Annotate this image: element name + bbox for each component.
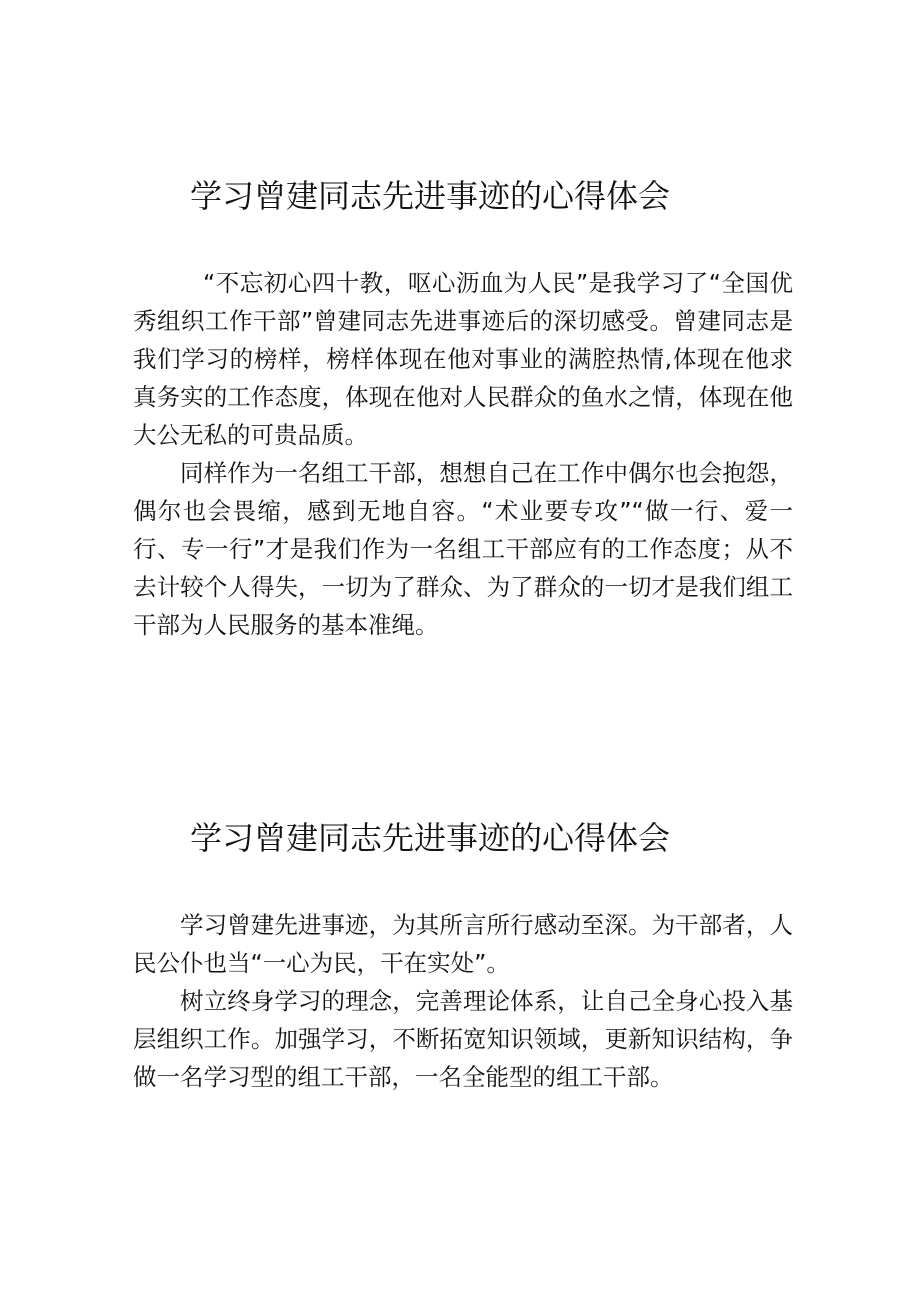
paragraph: “不忘初心四十教，呕心沥血为人民”是我学习了“全国优秀组织工作干部”曾建同志先进事迹后的深切感受。曾建同志是我们学习的榜样，榜样体现在他对事业的满腔热情,体现在他求真务实的工作态度，体现在他对人民群众的鱼水之情，体现在他大公无私的可贵品质。 <box>133 269 793 449</box>
paragraph: 树立终身学习的理念，完善理论体系，让自己全身心投入基层组织工作。加强学习，不断拓宽知识领域，更新知识结构，争做一名学习型的组工干部，一名全能型的组工干部。 <box>133 987 793 1091</box>
article-title: 学习曾建同志先进事迹的心得体会 <box>190 177 671 215</box>
article-title: 学习曾建同志先进事迹的心得体会 <box>190 819 671 857</box>
article-body <box>133 264 793 644</box>
article-1 <box>133 168 793 644</box>
article-body <box>133 906 793 1096</box>
article-2 <box>133 810 793 1096</box>
paragraph: 学习曾建先进事迹，为其所言所行感动至深。为干部者，人民公仆也当“一心为民，干在实处”。 <box>133 911 793 977</box>
paragraph: 同样作为一名组工干部，想想自己在工作中偶尔也会抱怨，偶尔也会畏缩，感到无地自容。“术业要专攻”“做一行、爱一行、专一行”才是我们作为一名组工干部应有的工作态度；从不去计较个人得失，一切为了群众、为了群众的一切才是我们组工干部为人民服务的基本准绳。 <box>133 459 793 639</box>
